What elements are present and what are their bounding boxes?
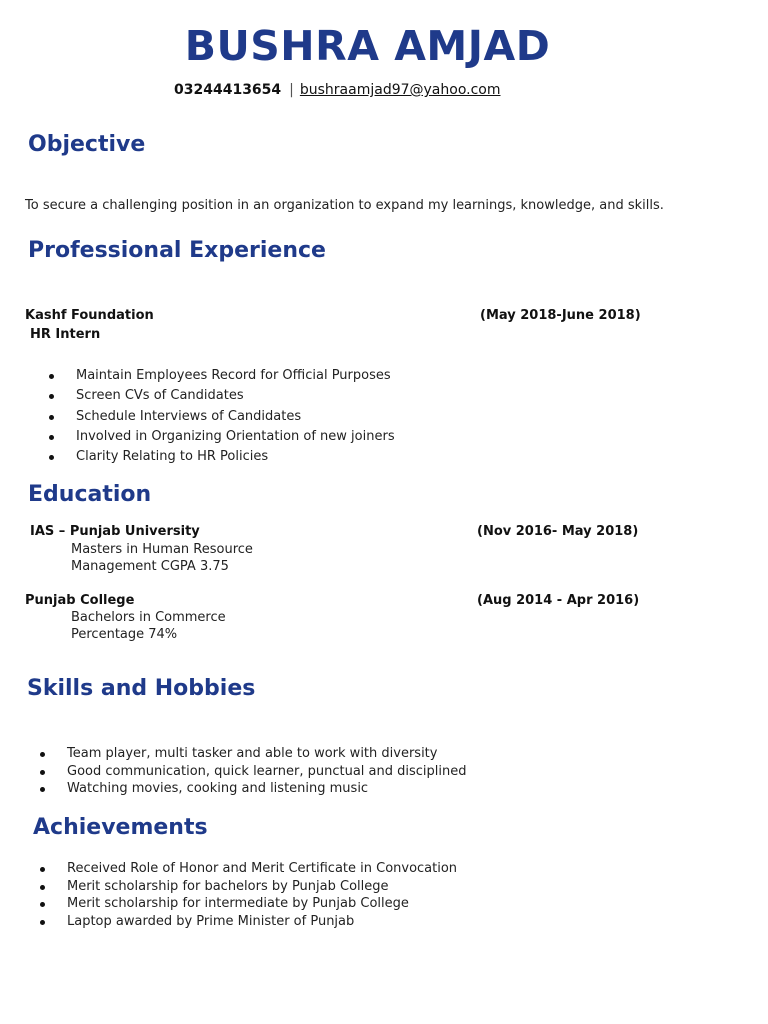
education-result: Percentage 74%: [71, 627, 178, 642]
education-result: Management CGPA 3.75: [71, 559, 229, 574]
education-heading: Education: [28, 482, 152, 507]
objective-text: To secure a challenging position in an organization to expand my learnings, knowledge, and skills.: [25, 198, 664, 213]
objective-heading: Objective: [28, 132, 146, 157]
list-item: Screen CVs of Candidates: [49, 386, 395, 406]
experience-dates: (May 2018-June 2018): [480, 308, 641, 323]
experience-organization: Kashf Foundation: [25, 308, 154, 323]
achievements-heading: Achievements: [33, 815, 208, 840]
phone-number: 03244413654: [174, 82, 282, 98]
resume-name: BUSHRA AMJAD: [184, 22, 551, 70]
list-item: Merit scholarship for intermediate by Punjab College: [40, 895, 457, 913]
education-institution: Punjab College: [25, 593, 135, 608]
list-item: Merit scholarship for bachelors by Punjab College: [40, 878, 457, 896]
list-item: Maintain Employees Record for Official Purposes: [49, 366, 395, 386]
skills-heading: Skills and Hobbies: [27, 676, 256, 701]
experience-heading: Professional Experience: [28, 238, 326, 263]
list-item: Watching movies, cooking and listening music: [40, 780, 467, 798]
list-item: Laptop awarded by Prime Minister of Punjab: [40, 913, 457, 931]
experience-role: HR Intern: [30, 327, 101, 342]
list-item: Team player, multi tasker and able to work with diversity: [40, 745, 467, 763]
achievements-list: [40, 860, 457, 931]
list-item: Received Role of Honor and Merit Certificate in Convocation: [40, 860, 457, 878]
list-item: Good communication, quick learner, punctual and disciplined: [40, 763, 467, 781]
list-item: Schedule Interviews of Candidates: [49, 407, 395, 427]
skills-list: [40, 745, 467, 798]
education-dates: (Aug 2014 - Apr 2016): [477, 593, 640, 608]
email-link[interactable]: bushraamjad97@yahoo.com: [299, 82, 501, 98]
education-degree: Bachelors in Commerce: [71, 610, 226, 625]
list-item: Clarity Relating to HR Policies: [49, 447, 395, 467]
education-institution: IAS – Punjab University: [30, 524, 200, 539]
education-dates: (Nov 2016- May 2018): [477, 524, 639, 539]
contact-separator: |: [289, 82, 294, 98]
education-degree: Masters in Human Resource: [71, 542, 253, 557]
experience-duties-list: [49, 366, 395, 467]
contact-line: [174, 82, 501, 98]
list-item: Involved in Organizing Orientation of new joiners: [49, 427, 395, 447]
